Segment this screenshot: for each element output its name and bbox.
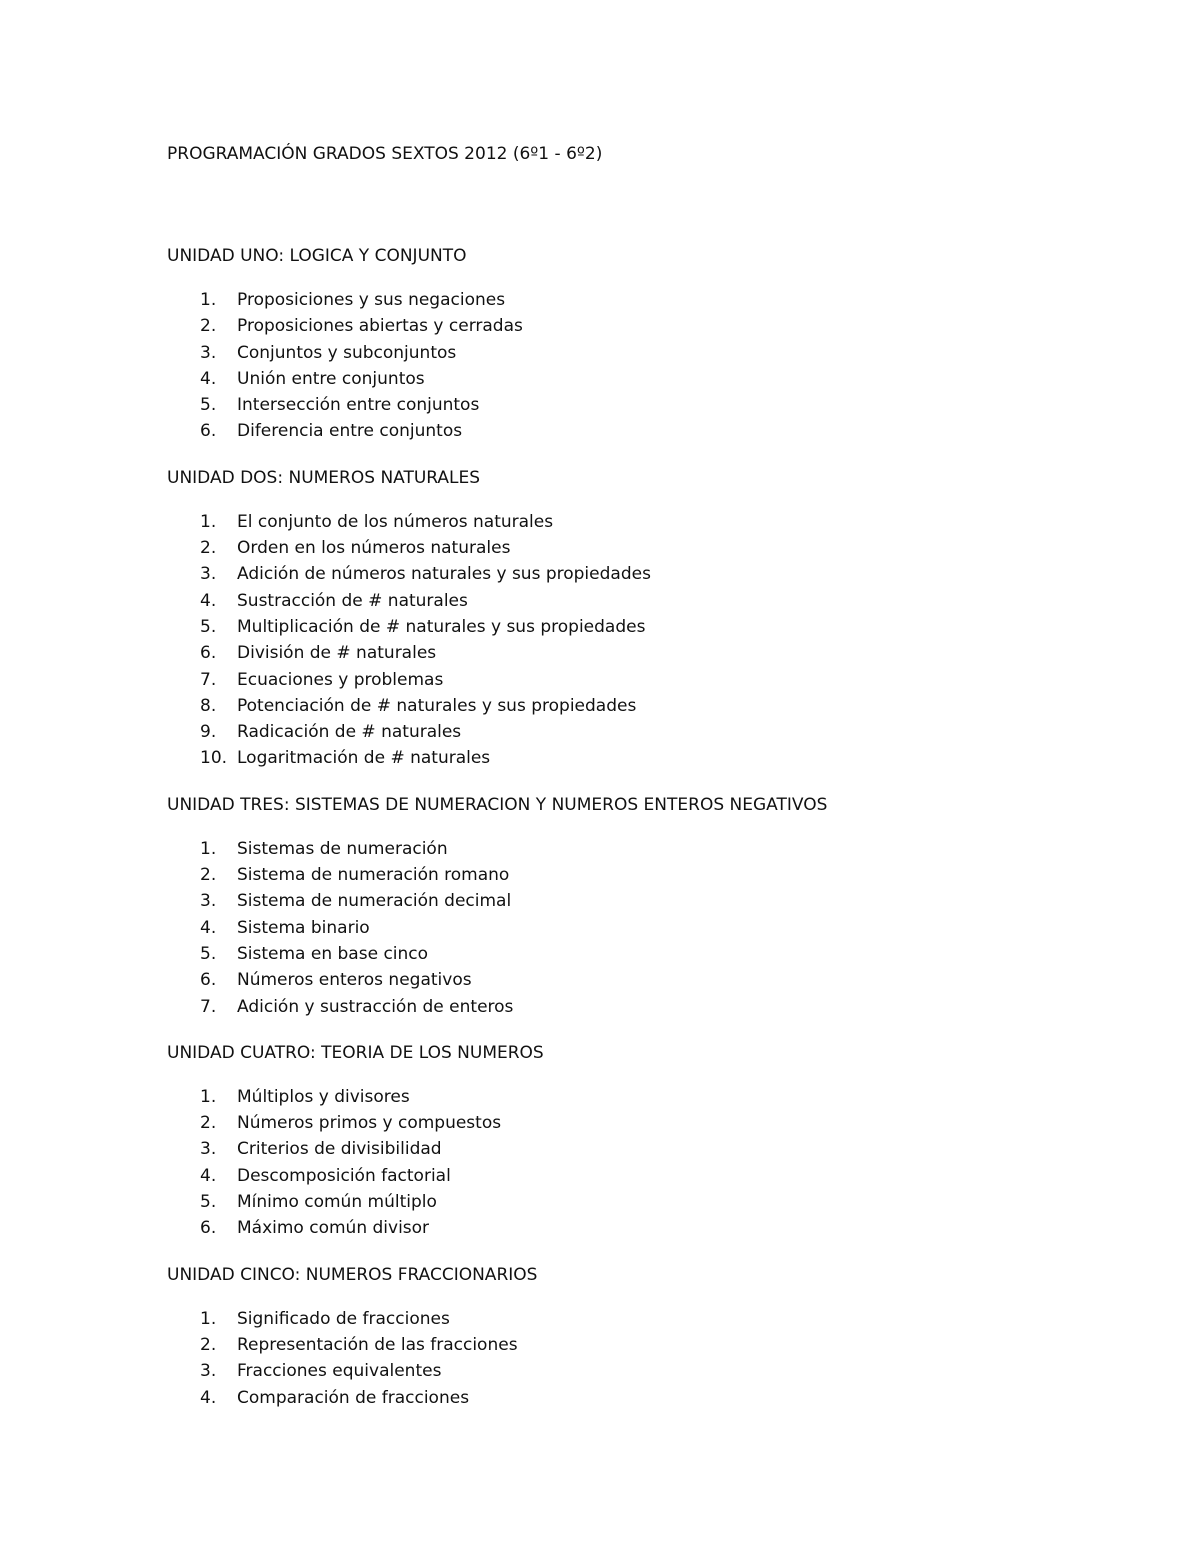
unit-section: [167, 1262, 1087, 1411]
list-item: [167, 1189, 1087, 1215]
list-item: [167, 1385, 1087, 1411]
list-item-number: 4.: [200, 368, 217, 389]
list-item-number: 1.: [200, 1308, 217, 1329]
unit-section: [167, 1040, 1087, 1242]
unit-section: [167, 465, 1087, 772]
list-item-text: Comparación de fracciones: [237, 1387, 470, 1408]
list-item-number: 3.: [200, 342, 217, 363]
list-item-number: 9.: [200, 722, 217, 743]
list-item-text: Mínimo común múltiplo: [237, 1192, 437, 1213]
units-container: [167, 243, 1087, 1411]
list-item: [167, 1136, 1087, 1162]
list-item-text: Representación de las fracciones: [237, 1334, 518, 1355]
list-item-number: 3.: [200, 564, 217, 585]
list-item-text: Sistema en base cinco: [237, 943, 429, 964]
list-item-number: 1.: [200, 511, 217, 532]
unit-section: [167, 243, 1087, 445]
list-item: [167, 1215, 1087, 1241]
list-item-number: 4.: [200, 1387, 217, 1408]
list-item-text: Proposiciones y sus negaciones: [237, 290, 506, 310]
list-item: [167, 614, 1087, 640]
list-item: [167, 667, 1087, 693]
list-item: [167, 888, 1087, 914]
list-item-text: Unión entre conjuntos: [237, 368, 425, 389]
list-item-text: Números primos y compuestos: [237, 1113, 502, 1134]
list-item-number: 1.: [200, 1086, 217, 1107]
list-item-number: 5.: [200, 1192, 217, 1213]
list-item-number: 3.: [200, 891, 217, 912]
list-item-number: 6.: [200, 1218, 217, 1239]
list-item-text: Multiplicación de # naturales y sus propiedades: [237, 616, 646, 637]
unit-heading: UNIDAD DOS: NUMEROS NATURALES: [167, 467, 481, 488]
list-item: [167, 1110, 1087, 1136]
list-item-text: Fracciones equivalentes: [237, 1361, 442, 1382]
list-item-number: 1.: [200, 838, 217, 859]
list-item-text: División de # naturales: [237, 643, 437, 664]
list-item-text: Sistemas de numeración: [237, 838, 448, 859]
list-item: [167, 1163, 1087, 1189]
list-item: [167, 535, 1087, 561]
list-item: [167, 862, 1087, 888]
list-item-number: 6.: [200, 970, 217, 991]
list-item-number: 2.: [200, 1113, 217, 1134]
list-item-text: Significado de fracciones: [237, 1308, 450, 1329]
unit-heading: UNIDAD TRES: SISTEMAS DE NUMERACION Y NUMEROS ENTEROS NEGATIVOS: [167, 794, 828, 815]
list-item-text: Sistema binario: [237, 917, 370, 938]
list-item: [167, 392, 1087, 418]
list-item: [167, 640, 1087, 666]
list-item: [167, 745, 1087, 771]
list-item: [167, 994, 1087, 1020]
list-item: [167, 1084, 1087, 1110]
list-item-number: 8.: [200, 695, 217, 716]
list-item-number: 2.: [200, 538, 217, 559]
list-item-text: Adición de números naturales y sus propiedades: [237, 564, 651, 585]
document-title: PROGRAMACIÓN GRADOS SEXTOS 2012 (6º1 - 6º2): [167, 144, 603, 164]
list-item-text: Números enteros negativos: [237, 970, 472, 991]
unit-heading: UNIDAD CUATRO: TEORIA DE LOS NUMEROS: [167, 1042, 544, 1063]
list-item: [167, 561, 1087, 587]
topic-list: [167, 509, 1087, 772]
document-page: [167, 141, 1087, 1411]
list-item-text: Proposiciones abiertas y cerradas: [237, 316, 523, 337]
list-item-number: 7.: [200, 996, 217, 1017]
unit-heading: UNIDAD CINCO: NUMEROS FRACCIONARIOS: [167, 1264, 538, 1285]
list-item-text: Ecuaciones y problemas: [237, 669, 444, 690]
list-item-number: 4.: [200, 590, 217, 611]
list-item-text: Criterios de divisibilidad: [237, 1139, 442, 1160]
topic-list: [167, 1306, 1087, 1411]
list-item-text: Potenciación de # naturales y sus propiedades: [237, 695, 637, 716]
list-item-text: Diferencia entre conjuntos: [237, 421, 463, 442]
list-item-text: Radicación de # naturales: [237, 722, 462, 743]
unit-heading: UNIDAD UNO: LOGICA Y CONJUNTO: [167, 246, 467, 266]
list-item-number: 10.: [200, 748, 228, 769]
topic-list: [167, 287, 1087, 445]
list-item: [167, 915, 1087, 941]
list-item: [167, 719, 1087, 745]
list-item-number: 2.: [200, 316, 217, 337]
list-item-text: Máximo común divisor: [237, 1218, 430, 1239]
list-item-number: 4.: [200, 917, 217, 938]
list-item: [167, 509, 1087, 535]
list-item: [167, 1358, 1087, 1384]
list-item: [167, 941, 1087, 967]
list-item-text: Descomposición factorial: [237, 1165, 451, 1186]
list-item-text: Intersección entre conjuntos: [237, 395, 480, 416]
list-item: [167, 967, 1087, 993]
list-item-number: 3.: [200, 1139, 217, 1160]
list-item-number: 1.: [200, 290, 217, 310]
topic-list: [167, 1084, 1087, 1242]
list-item-text: Sistema de numeración decimal: [237, 891, 512, 912]
topic-list: [167, 836, 1087, 1020]
list-item-text: Sustracción de # naturales: [237, 590, 468, 611]
list-item: [167, 1332, 1087, 1358]
list-item: [167, 287, 1087, 313]
list-item-number: 2.: [200, 865, 217, 886]
list-item: [167, 366, 1087, 392]
list-item: [167, 836, 1087, 862]
list-item-number: 3.: [200, 1361, 217, 1382]
list-item-text: Adición y sustracción de enteros: [237, 996, 514, 1017]
list-item-text: Múltiplos y divisores: [237, 1086, 410, 1107]
list-item: [167, 418, 1087, 444]
list-item-number: 7.: [200, 669, 217, 690]
list-item: [167, 1306, 1087, 1332]
list-item-number: 5.: [200, 395, 217, 416]
list-item-text: Logaritmación de # naturales: [237, 748, 491, 769]
list-item-number: 5.: [200, 943, 217, 964]
list-item-number: 6.: [200, 421, 217, 442]
list-item-text: El conjunto de los números naturales: [237, 511, 554, 532]
list-item-text: Sistema de numeración romano: [237, 865, 510, 886]
list-item: [167, 340, 1087, 366]
list-item: [167, 693, 1087, 719]
list-item: [167, 313, 1087, 339]
list-item-number: 4.: [200, 1165, 217, 1186]
list-item-number: 6.: [200, 643, 217, 664]
list-item-text: Conjuntos y subconjuntos: [237, 342, 457, 363]
list-item-number: 2.: [200, 1334, 217, 1355]
unit-section: [167, 792, 1087, 1020]
list-item-number: 5.: [200, 616, 217, 637]
list-item-text: Orden en los números naturales: [237, 538, 511, 559]
list-item: [167, 588, 1087, 614]
